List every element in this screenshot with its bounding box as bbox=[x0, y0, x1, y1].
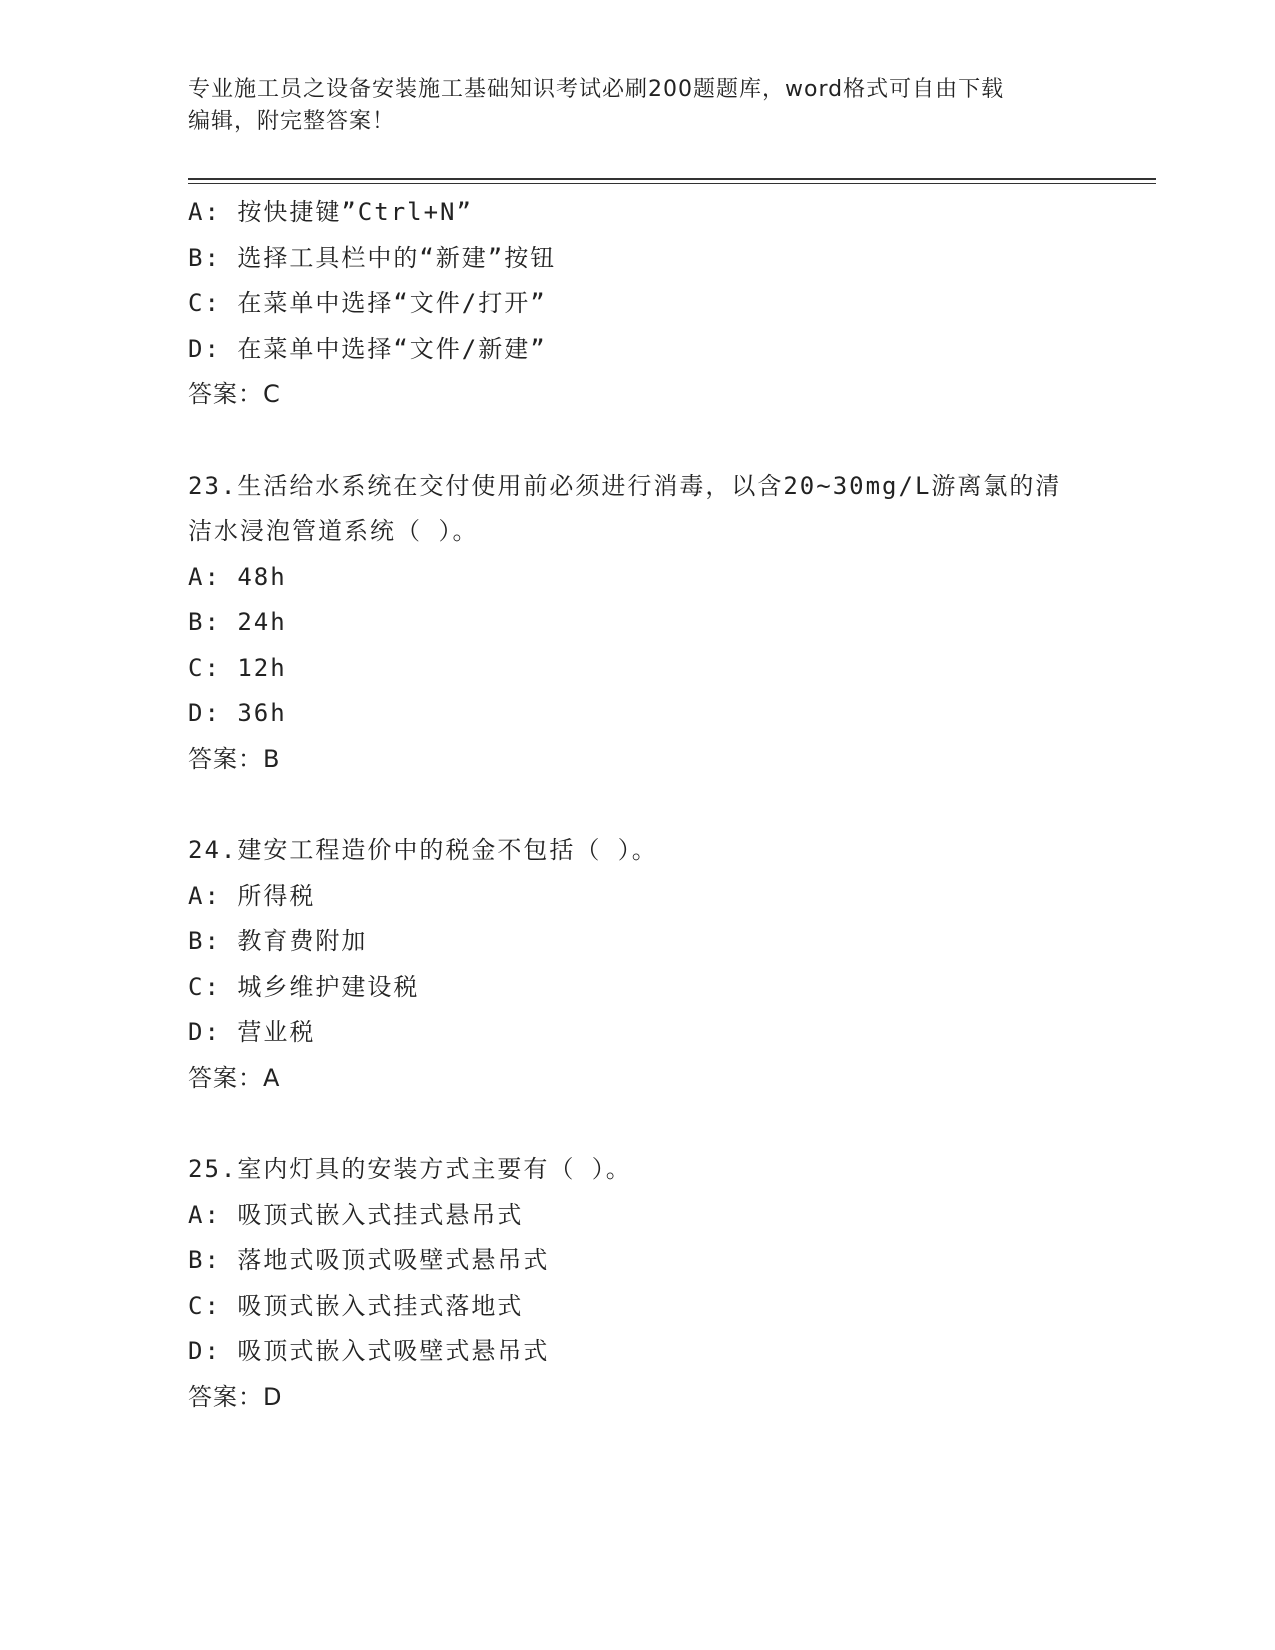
option-d: D: 营业税 bbox=[188, 1018, 316, 1046]
document-header bbox=[188, 74, 1088, 138]
option-a: A: 所得税 bbox=[188, 881, 316, 910]
header-divider-thin bbox=[188, 183, 1156, 184]
answer-line: 答案：C bbox=[188, 380, 281, 408]
answer-line: 答案：D bbox=[188, 1382, 283, 1411]
question-list bbox=[188, 190, 1108, 1420]
header-divider-thick bbox=[188, 178, 1156, 180]
option-a: A: 按快捷键”Ctrl+N” bbox=[188, 198, 473, 226]
question-24 bbox=[188, 828, 1108, 1101]
option-d: D: 吸顶式嵌入式吸壁式悬吊式 bbox=[188, 1337, 550, 1365]
option-c: C: 吸顶式嵌入式挂式落地式 bbox=[188, 1291, 524, 1320]
question-stem: 25.室内灯具的安装方式主要有（ ）。 bbox=[188, 1155, 632, 1183]
header-line-1: 专业施工员之设备安装施工基础知识考试必刷200题题库，word格式可自由下载 bbox=[188, 77, 1005, 102]
option-c: C: 12h bbox=[188, 653, 287, 682]
option-b: B: 24h bbox=[188, 608, 287, 636]
option-b: B: 教育费附加 bbox=[188, 927, 368, 955]
option-d: D: 36h bbox=[188, 699, 287, 727]
question-23 bbox=[188, 464, 1108, 783]
option-d: D: 在菜单中选择“文件/新建” bbox=[188, 334, 547, 363]
question-stem: 24.建安工程造价中的税金不包括（ ）。 bbox=[188, 836, 658, 864]
header-line-2: 编辑，附完整答案！ bbox=[188, 109, 396, 134]
option-a: A: 48h bbox=[188, 562, 287, 591]
question-stem: 23.生活给水系统在交付使用前必须进行消毒，以含20~30mg/L游离氯的清洁水浸泡管道系统（ ）。 bbox=[188, 471, 1062, 545]
option-c: C: 城乡维护建设税 bbox=[188, 972, 420, 1001]
option-b: B: 选择工具栏中的“新建”按钮 bbox=[188, 243, 557, 272]
answer-line: 答案：B bbox=[188, 744, 281, 773]
question-22 bbox=[188, 190, 1108, 418]
option-b: B: 落地式吸顶式吸壁式悬吊式 bbox=[188, 1246, 550, 1274]
option-a: A: 吸顶式嵌入式挂式悬吊式 bbox=[188, 1200, 524, 1229]
answer-line: 答案：A bbox=[188, 1063, 281, 1092]
option-c: C: 在菜单中选择“文件/打开” bbox=[188, 289, 547, 317]
question-25 bbox=[188, 1147, 1108, 1420]
